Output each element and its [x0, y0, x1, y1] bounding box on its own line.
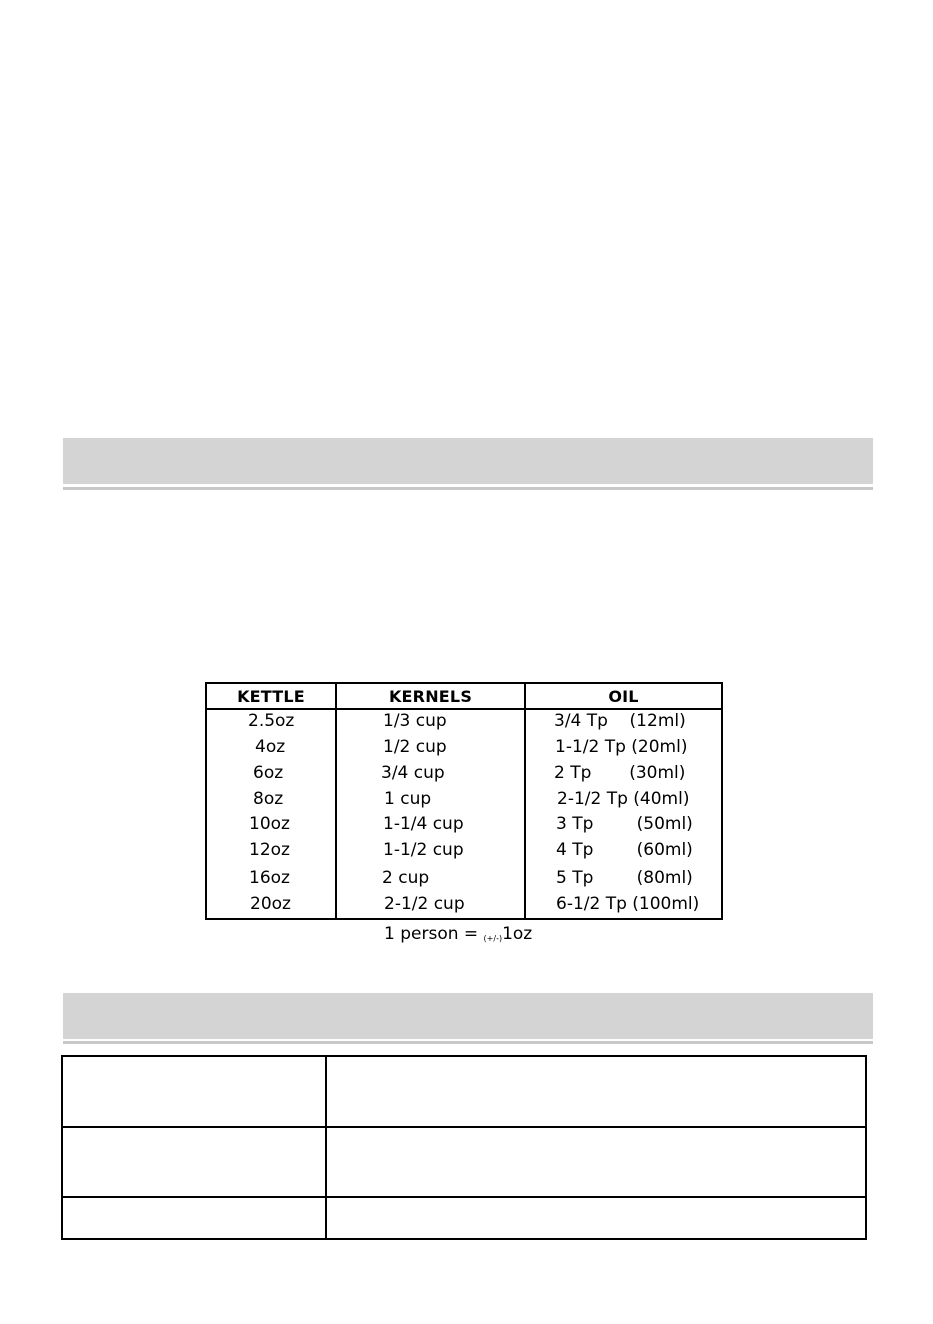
table-row — [207, 891, 721, 917]
footnote-tolerance: (+/-) — [483, 934, 503, 943]
cell-kettle: 16oz — [249, 868, 290, 888]
table-row — [207, 865, 721, 891]
grid-column-divider — [325, 1057, 327, 1238]
table-row — [207, 811, 721, 837]
popcorn-quantity-table — [205, 682, 723, 920]
cell-oil: 5 Tp (80ml) — [556, 868, 693, 888]
table-row — [207, 786, 721, 812]
cell-kernels: 2-1/2 cup — [384, 894, 465, 914]
header-kettle: KETTLE — [237, 687, 305, 706]
cell-kernels: 1-1/4 cup — [383, 814, 464, 834]
cell-kettle: 4oz — [255, 737, 286, 757]
cell-oil: 3 Tp (50ml) — [556, 814, 693, 834]
section-header-rule-2 — [63, 1041, 873, 1044]
cell-kettle: 8oz — [253, 789, 284, 809]
cell-oil: 3/4 Tp (12ml) — [554, 711, 686, 731]
header-oil: OIL — [608, 687, 639, 706]
section-header-bar-1 — [63, 438, 873, 484]
cell-kettle: 10oz — [249, 814, 290, 834]
cell-kernels: 1/2 cup — [383, 737, 447, 757]
serving-footnote — [384, 924, 532, 944]
table-row — [207, 734, 721, 760]
cell-kernels: 1 cup — [384, 789, 432, 809]
cell-kettle: 12oz — [249, 840, 290, 860]
section-header-bar-2 — [63, 993, 873, 1039]
grid-row-divider — [63, 1196, 865, 1198]
cell-oil: 2 Tp (30ml) — [554, 763, 686, 783]
cell-oil: 2-1/2 Tp (40ml) — [557, 789, 690, 809]
section-header-rule-1 — [63, 487, 873, 490]
footnote-text: 1 person = — [384, 924, 484, 944]
table-row — [207, 837, 721, 863]
cell-oil: 1-1/2 Tp (20ml) — [555, 737, 688, 757]
cell-kernels: 2 cup — [382, 868, 430, 888]
cell-kettle: 20oz — [250, 894, 291, 914]
cell-oil: 6-1/2 Tp (100ml) — [556, 894, 700, 914]
grid-row-divider — [63, 1126, 865, 1128]
empty-info-table — [61, 1055, 867, 1240]
table-row — [207, 760, 721, 786]
header-kernels: KERNELS — [388, 687, 473, 706]
cell-kettle: 2.5oz — [248, 711, 295, 731]
cell-kernels: 1-1/2 cup — [383, 840, 464, 860]
cell-kettle: 6oz — [253, 763, 284, 783]
table-row — [207, 708, 721, 734]
footnote-amount: 1oz — [502, 924, 533, 944]
cell-kernels: 1/3 cup — [383, 711, 447, 731]
cell-kernels: 3/4 cup — [381, 763, 445, 783]
cell-oil: 4 Tp (60ml) — [556, 840, 693, 860]
